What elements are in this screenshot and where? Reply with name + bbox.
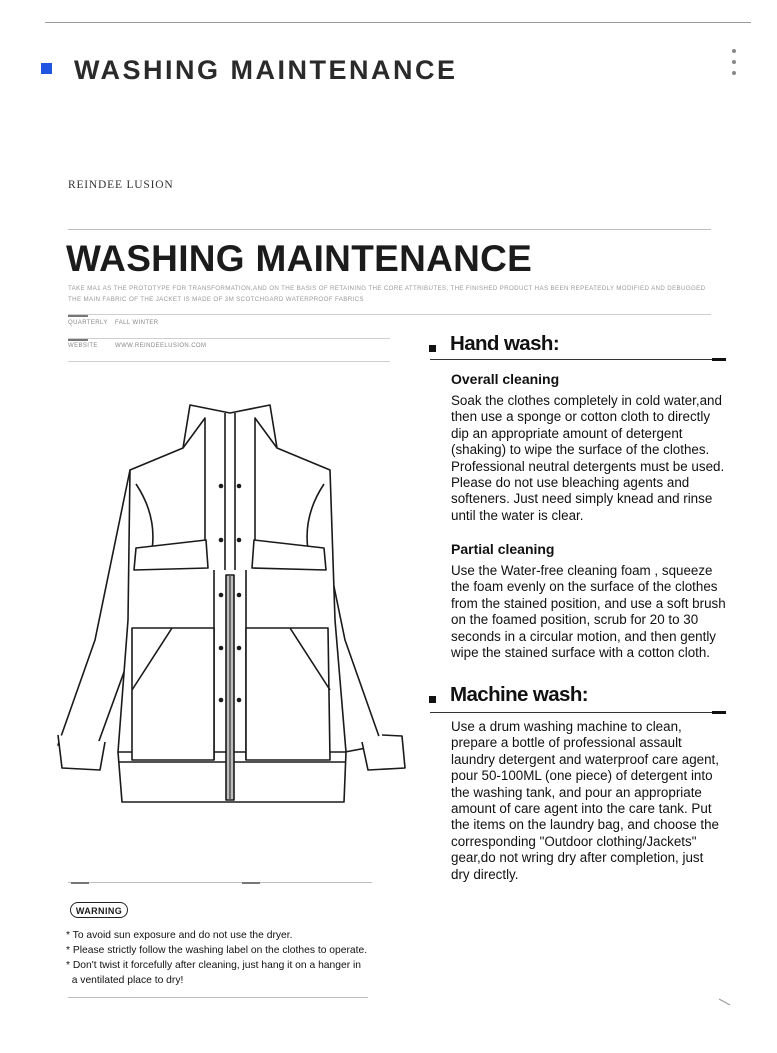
quarterly-label: QUARTERLY: [68, 320, 108, 326]
warning-line: * To avoid sun exposure and do not use the dryer.: [66, 930, 293, 941]
text-line: gear,do not wring dry after completion, just: [451, 850, 704, 866]
text-line: seconds in a circular motion, and then gently: [451, 628, 716, 644]
vertical-dots-icon[interactable]: [730, 49, 738, 82]
text-line: corresponding "Outdoor clothing/Jackets": [451, 833, 697, 849]
machine-wash-text: [451, 719, 751, 883]
corner-mark-icon: [718, 997, 732, 1007]
warning-line: * Please strictly follow the washing label on the clothes to operate.: [66, 945, 368, 956]
brand-name: REINDEE LUSION: [68, 179, 174, 191]
text-line: laundry detergent and waterproof care agent,: [451, 751, 719, 767]
overall-cleaning-text: [451, 393, 751, 524]
divider-tick: [68, 339, 88, 341]
main-title: WASHING MAINTENANCE: [66, 238, 533, 279]
section-underline: [430, 359, 725, 360]
divider: [68, 314, 711, 315]
text-line: dry directly.: [451, 866, 519, 882]
section-dash: [712, 711, 726, 714]
header-title: WASHING MAINTENANCE: [74, 55, 458, 85]
divider-tick: [68, 315, 88, 317]
machine-wash-title: Machine wash:: [450, 683, 589, 706]
divider: [68, 361, 390, 362]
text-line: (shaking) to wipe the surface of the clothes.: [451, 442, 710, 458]
text-line: Professional neutral detergents must be used.: [451, 458, 725, 474]
divider: [68, 229, 711, 230]
text-line: from the stained position, and use a soft brush: [451, 595, 726, 611]
text-line: softeners. Just need simply knead and rinse: [451, 491, 713, 507]
section-bullet-icon: [429, 345, 436, 352]
section-dash: [712, 358, 726, 361]
text-line: Please do not use bleaching agents and: [451, 475, 690, 491]
text-line: Use a drum washing machine to clean,: [451, 719, 682, 734]
text-line: Soak the clothes completely in cold water,and: [451, 393, 722, 408]
website-value: WWW.REINDEELUSION.COM: [115, 343, 207, 349]
warning-badge: WARNING: [70, 902, 128, 918]
caption-line-2: THE MAIN FABRIC OF THE JACKET IS MADE OF 3M SCOTCHGARD WATERPROOF FABRICS: [68, 296, 364, 303]
partial-cleaning-text: [451, 563, 751, 661]
text-line: on the foamed position, scrub for 20 to 30: [451, 612, 699, 628]
accent-square-icon: [41, 63, 52, 74]
caption-line-1: TAKE MA1 AS THE PROTOTYPE FOR TRANSFORMATION,AND ON THE BASIS OF RETAINING THE CORE ATTRIBUTES, THE FINISHED PRODUCT HAS BEEN REPEATEDLY MODIFIED AND DEBUGGED: [68, 285, 706, 292]
overall-cleaning-title: Overall cleaning: [451, 371, 560, 387]
hand-wash-title: Hand wash:: [450, 332, 560, 355]
divider: [68, 338, 390, 339]
section-underline: [430, 712, 725, 713]
text-line: the foam evenly on the surface of the clothes: [451, 579, 718, 595]
top-divider: [45, 22, 751, 23]
text-line: prepare a bottle of professional assault: [451, 735, 682, 751]
divider: [68, 882, 372, 883]
text-line: the items on the laundry bag, and choose the: [451, 817, 719, 833]
warning-line: a ventilated place to dry!: [66, 975, 184, 986]
text-line: Use the Water-free cleaning foam , squeeze: [451, 563, 713, 578]
divider-tick: [242, 882, 260, 884]
partial-cleaning-title: Partial cleaning: [451, 541, 555, 557]
text-line: pour 50-100ML (one piece) of detergent into: [451, 768, 713, 784]
text-line: dip an appropriate amount of detergent: [451, 425, 683, 441]
quarterly-value: FALL WINTER: [115, 320, 159, 326]
text-line: wipe the stained surface with a cotton cloth.: [451, 645, 711, 661]
divider-tick: [71, 882, 89, 884]
jacket-illustration-icon: [52, 400, 414, 810]
text-line: then use a sponge or cotton cloth to directly: [451, 409, 711, 425]
text-line: the washing tank, and pour an appropriate: [451, 784, 702, 800]
divider: [68, 997, 368, 998]
text-line: amount of care agent into the care tank. Put: [451, 801, 712, 817]
website-label: WEBSITE: [68, 343, 98, 349]
warning-line: * Don't twist it forcefully after cleaning, just hang it on a hanger in: [66, 960, 362, 971]
section-bullet-icon: [429, 696, 436, 703]
text-line: until the water is clear.: [451, 507, 584, 523]
